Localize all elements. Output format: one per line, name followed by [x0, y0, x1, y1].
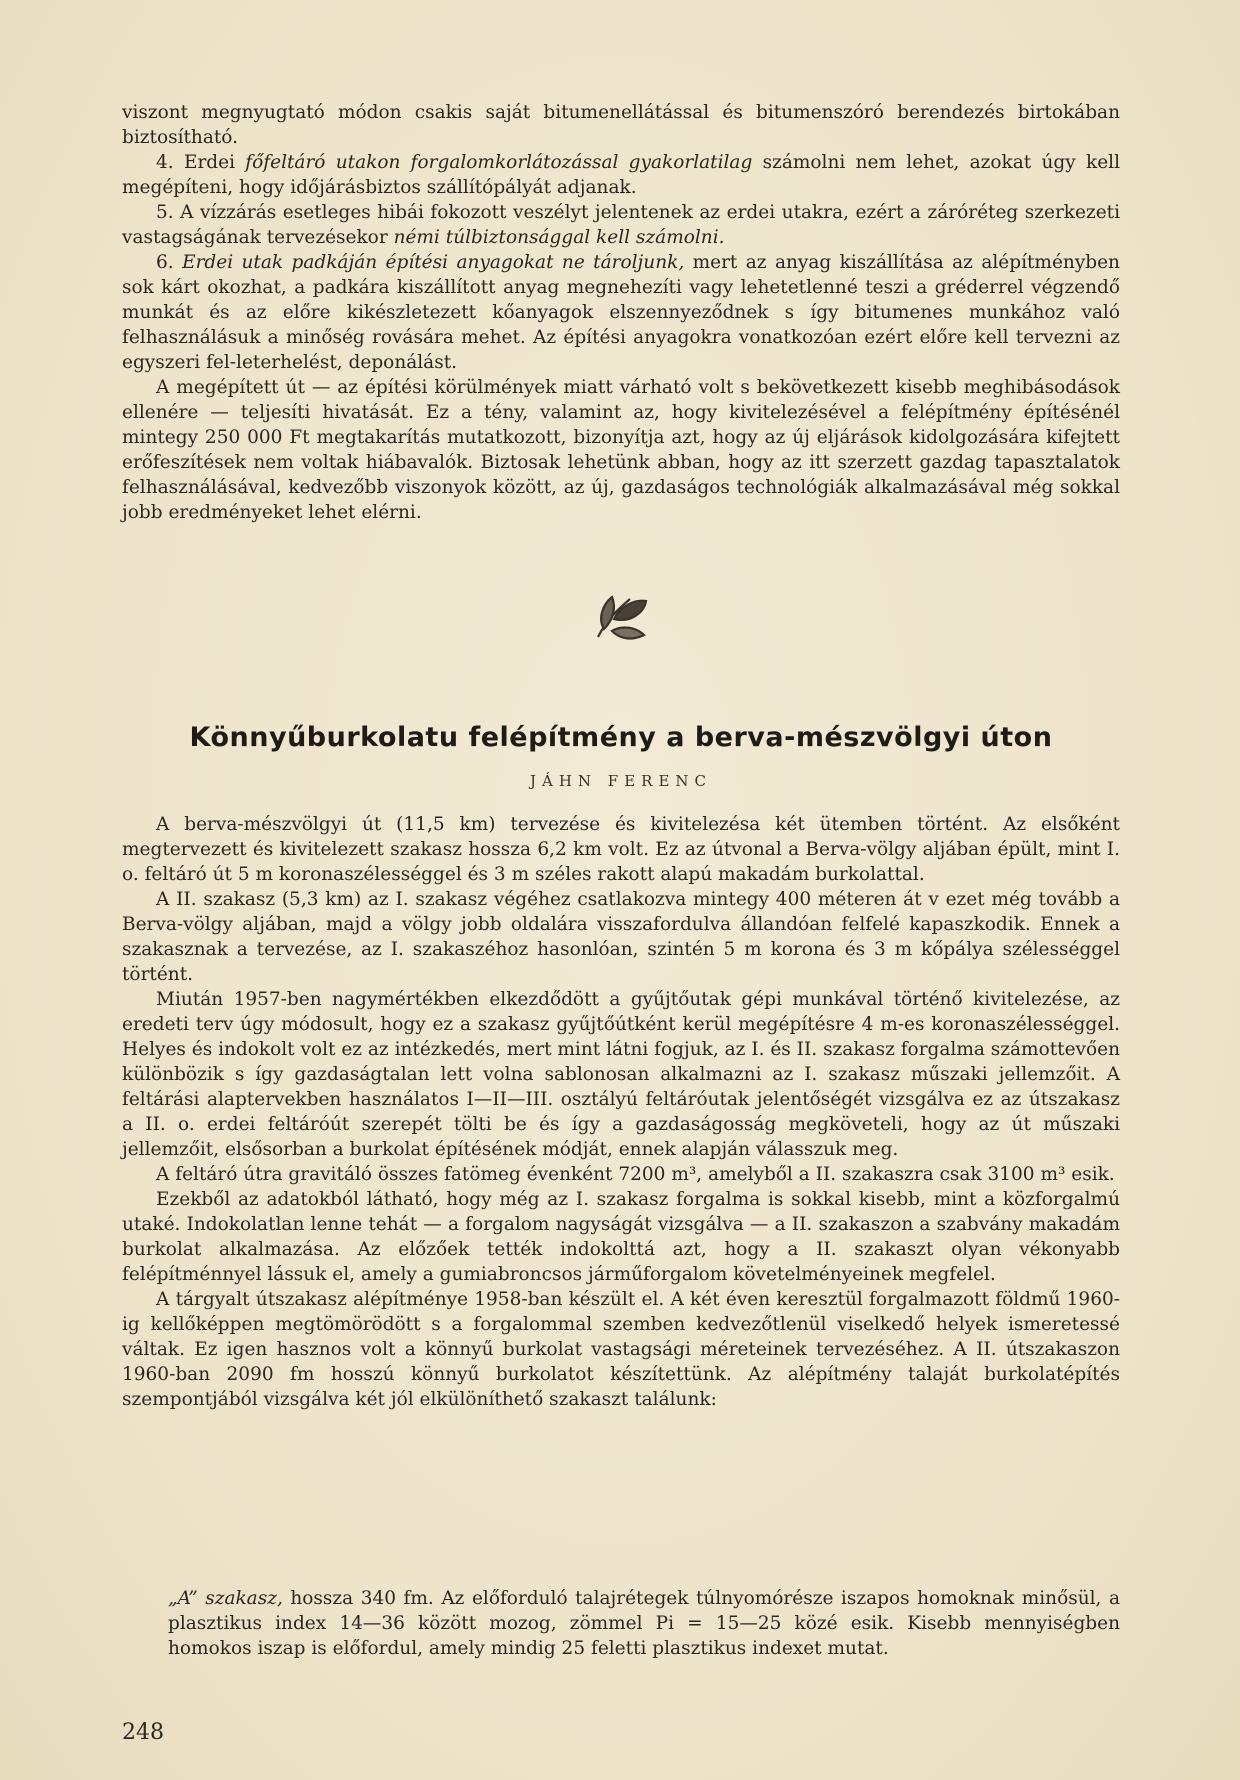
article-title: Könnyűburkolatu felépítmény a berva-mészvölgyi úton: [189, 722, 1053, 753]
article-paragraph: A tárgyalt útszakasz alépítménye 1958-ban készült el. A két éven keresztül forgalmazott földmű 1960-ig kellőképpen megtömörödött s a forgalommal szemben kedvezőtlenül viselkedő helyek ismeretessé váltak. Ez igen hasznos volt a könnyű burkolat vastagsági méreteinek tervezéséhez. A II. útszakaszon 1960-ban 2090 fm hosszú könnyű burkolatot készítettünk. Az alépítmény talaját burkolatépítés szempontjából vizsgálva két jól elkülöníthető szakaszt találunk:: [122, 1289, 1120, 1410]
paragraph-item-4: 4. Erdei főfeltáró utakon forgalomkorlátozással gyakorlatilag számolni nem lehet, azokat úgy kell megépíteni, hogy időjárásbiztos szállítópályát adjanak.: [122, 152, 1120, 198]
article-body: [122, 812, 1120, 1412]
section-a-text: hossza 340 fm. Az előforduló talajrétegek túlnyomórésze iszapos homoknak minősül, a plasztikus index 14—36 között mozog, zömmel Pi = 15—25 közé esik. Kisebb mennyiségben homokos iszap is előfordul, amely mindig 25 feletti plasztikus indexet mutat.: [168, 1588, 1120, 1659]
leaf-ornament-icon: [590, 585, 652, 647]
article-paragraph: A II. szakasz (5,3 km) az I. szakasz végéhez csatlakozva mintegy 400 méteren át v ezet még tovább a Berva-völgy aljában, majd a völgy jobb oldalára visszafordulva állandóan felfelé kapaszkodik. Ennek a szakasznak a tervezése, az I. szakaszéhoz hasonlóan, szintén 5 m korona és 3 m kőpálya szélességgel történt.: [122, 889, 1120, 985]
paragraph-item-6: 6. Erdei utak padkáján építési anyagokat ne tároljunk, mert az anyag kiszállítása az alépítményben sok kárt okozhat, a padkára kiszállított anyag megnehezíti vagy lehetetlenné teszi a gréderrel végzendő munkát és az előre kikészletezett kőanyagok elszennyeződnek s így bitumenes munkához való felhasználásuk a minőség rovására mehet. Az építési anyagokra vonatkozóan ezért előre kell tervezni az egyszeri fel-leterhelést, deponálást.: [122, 252, 1120, 373]
italic-span-6: Erdei utak padkáján építési anyagokat ne tároljunk,: [182, 252, 685, 273]
article-paragraph: Ezekből az adatokból látható, hogy még az I. szakasz forgalma is sokkal kisebb, mint a közforgalmú utaké. Indokolatlan lenne tehát — a forgalom nagyságát vizsgálva — a II. szakaszon a szabvány makadám burkolat alkalmazása. Az előzőek tették indokolttá azt, hogy a II. szakaszt olyan vékonyabb felépítménnyel lássuk el, amely a gumiabroncsos járműforgalom követelményeinek megfelel.: [122, 1189, 1120, 1285]
paragraph-1: viszont megnyugtató módon csakis saját bitumenellátással és bitumenszóró berendezés birtokában biztosítható.: [122, 102, 1120, 148]
italic-span-4: főfeltáró utakon forgalomkorlátozással gyakorlatilag: [245, 152, 753, 173]
continued-text-block: [122, 100, 1120, 525]
article-paragraph: Miután 1957-ben nagymértékben elkezdődött a gyűjtőutak gépi munkával történő kivitelezése, az eredeti terv úgy módosult, hogy ez a szakasz gyűjtőútként kerül megépítésre 4 m-es koronaszélességgel. Helyes és indokolt volt ez az intézkedés, mert mint látni fogjuk, az I. és II. szakasz forgalma számottevően különbözik s így gazdaságtalan lett volna sablonosan alkalmazni az I. szakasz műszaki jellemzőit. A feltárási alaptervekben használatos I—II—III. osztályú feltáróutak jelentőségét vizsgálva ez az útszakasz a II. o. erdei feltáróút szerepét tölti be és így a gazdaságosság megköveteli, hogy az út műszaki jellemzőit, elsősorban a burkolat építésének módját, ennek alapján válasszuk meg.: [122, 989, 1120, 1160]
conclusion-paragraph: A megépített út — az építési körülmények miatt várható volt s bekövetkezett kisebb meghibásodások ellenére — teljesíti hivatását. Ez a tény, valamint az, hogy kivitelezésével a felépítmény építésénél mintegy 250 000 Ft megtakarítás mutatkozott, bizonyítja azt, hogy az új eljárások kidolgozására kifejtett erőfeszítések nem voltak hiábavalók. Biztosak lehetünk abban, hogy az itt szerzett gazdag tapasztalatok felhasználásával, kedvezőbb viszonyok között, az új, gazdaságos technológiák alkalmazásával még sokkal jobb eredményeket lehet elérni.: [122, 377, 1120, 523]
section-a-label: „A” szakasz,: [168, 1588, 283, 1609]
italic-span-5: némi túlbiztonsággal kell számolni.: [393, 227, 725, 248]
quote-paragraph: [168, 1586, 1120, 1661]
article-author: JÁHN FERENC: [529, 772, 713, 790]
article-paragraph: A berva-mészvölgyi út (11,5 km) tervezése és kivitelezésa két ütemben történt. Az elsőként megtervezett és kivitelezett szakasz hossza 6,2 km volt. Ez az útvonal a Berva-völgy aljában épült, mint I. o. feltáró út 5 m koronaszélességgel és 3 m széles rakott alapú makadám burkolattal.: [122, 814, 1120, 885]
section-a-description: [168, 1586, 1120, 1661]
article-paragraph: A feltáró útra gravitáló összes fatömeg évenként 7200 m³, amelyből a II. szakaszra csak 3100 m³ esik.: [156, 1164, 1115, 1185]
paragraph-item-5: 5. A vízzárás esetleges hibái fokozott veszélyt jelentenek az erdei utakra, ezért a záróréteg szerkezeti vastagságának tervezésekor némi túlbiztonsággal kell számolni.: [122, 202, 1120, 248]
page-number: 248: [122, 1720, 164, 1745]
